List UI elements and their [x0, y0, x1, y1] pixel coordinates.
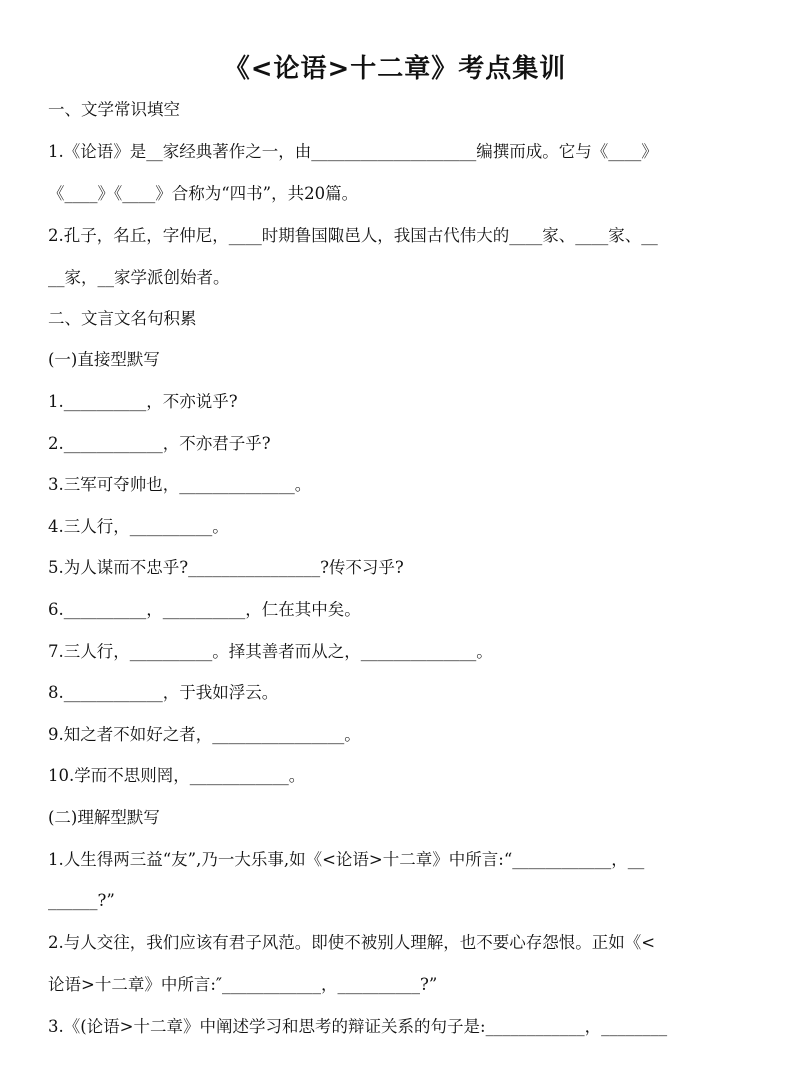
question-line: 6.__________，__________，仁在其中矣。: [48, 600, 361, 619]
question-line: 10.学而不思则罔，____________。: [48, 766, 306, 785]
question-line: 9.知之者不如好之者，________________。: [48, 725, 361, 744]
page-title: 《<论语>十二章》考点集训: [223, 54, 567, 84]
question-line: 4.三人行，__________。: [48, 517, 229, 536]
question-line: 5.为人谋而不忠乎?________________?传不习乎?: [48, 558, 404, 577]
question-line: 论语>十二章》中所言:″____________，__________?”: [48, 975, 438, 994]
question-line: 《____》《____》合称为“四书”，共20篇。: [48, 184, 359, 203]
section-heading: 二、文言文名句积累: [48, 309, 197, 328]
question-line: ______?”: [48, 891, 115, 910]
question-line: 7.三人行，__________。择其善者而从之，______________。: [48, 642, 493, 661]
question-line: __家，__家学派创始者。: [48, 268, 230, 287]
question-line: 2.与人交往，我们应该有君子风范。即使不被别人理解，也不要心存怨恨。正如《<: [48, 933, 656, 952]
question-line: 1.人生得两三益“友”,乃一大乐事,如《<论语>十二章》中所言:“____________，__: [48, 850, 645, 869]
question-line: 2.____________，不亦君子乎?: [48, 434, 271, 453]
question-line: 8.____________，于我如浮云。: [48, 683, 279, 702]
section-heading: 一、文学常识填空: [48, 100, 180, 119]
subsection-heading: (一)直接型默写: [48, 350, 160, 369]
question-line: 2.孔子，名丘，字仲尼，____时期鲁国陬邑人，我国古代伟大的____家、____家、__: [48, 226, 658, 245]
question-line: 3.三军可夺帅也，______________。: [48, 475, 312, 494]
question-line: 3.《(论语>十二章》中阐述学习和思考的辩证关系的句子是:____________，________: [48, 1017, 668, 1036]
question-line: 1.《论语》是__家经典著作之一，由____________________编撰而成。它与《____》: [48, 142, 658, 161]
question-line: 1.__________，不亦说乎?: [48, 392, 238, 411]
subsection-heading: (二)理解型默写: [48, 808, 160, 827]
